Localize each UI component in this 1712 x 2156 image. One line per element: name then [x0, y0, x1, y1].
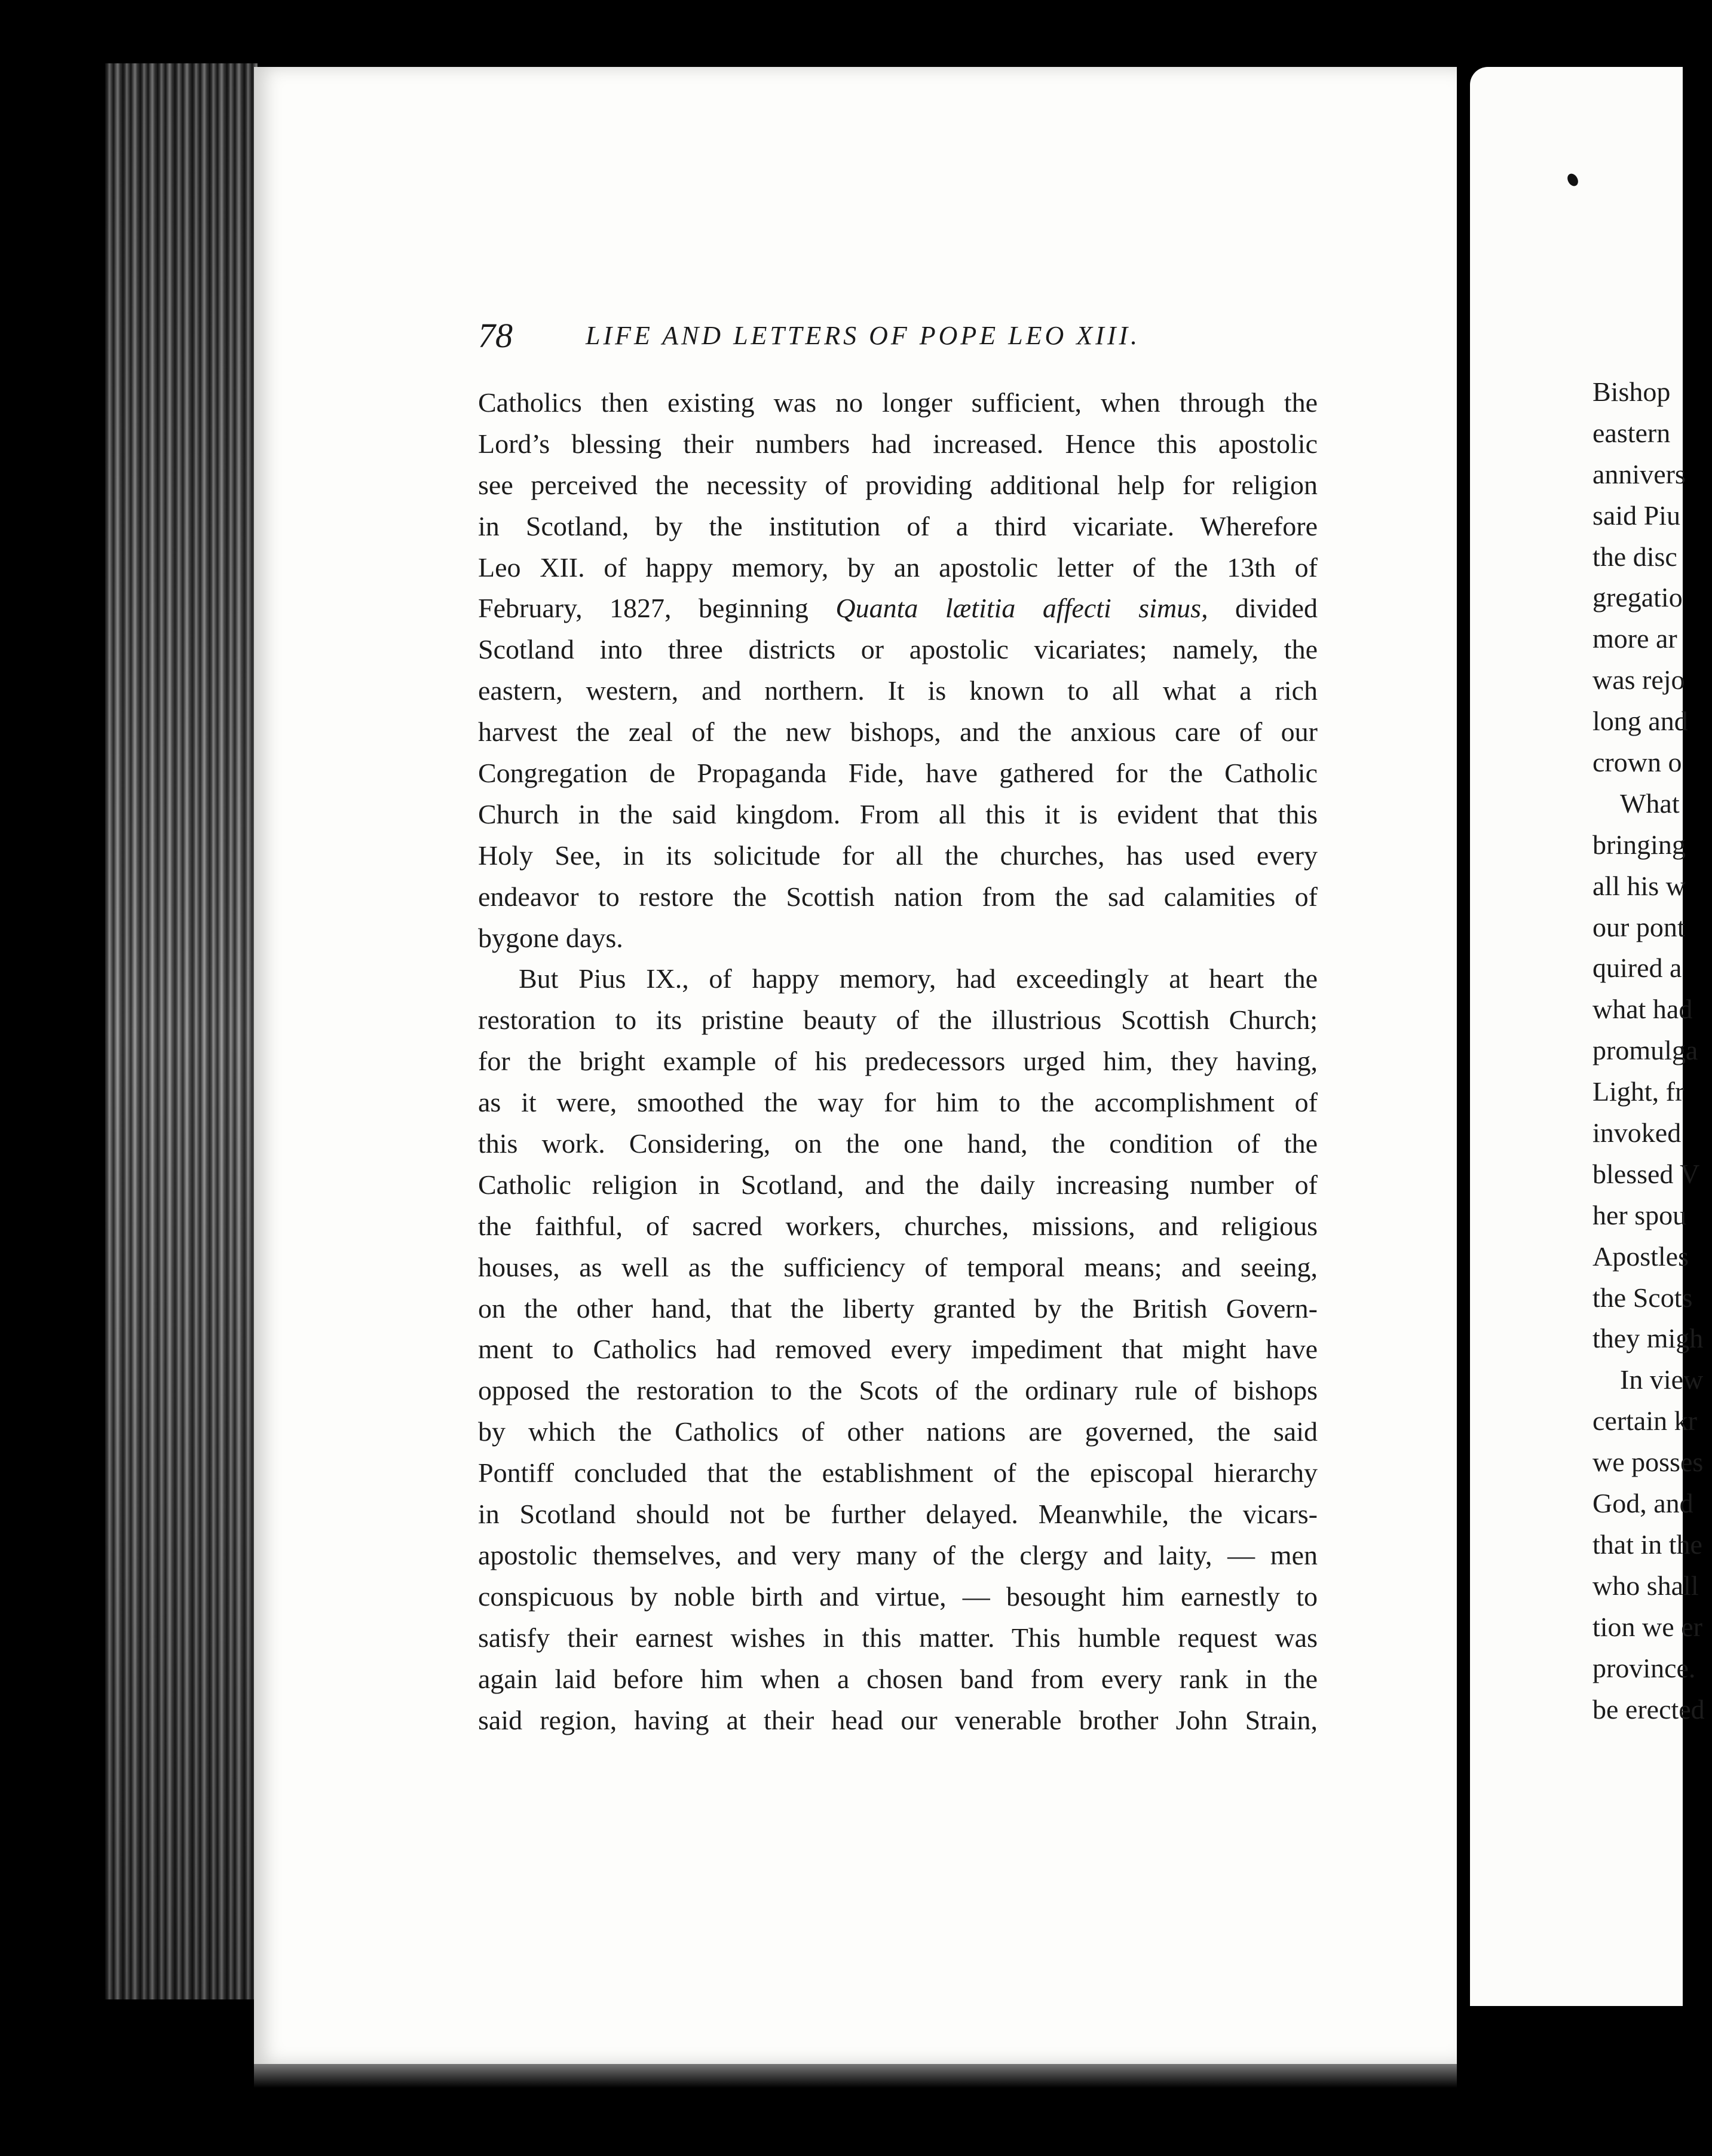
facing-text-line: bringing [1592, 829, 1686, 860]
text-line: the faithful, of sacred workers, churches, missions, and religious [478, 1210, 1318, 1241]
text-line: February, 1827, beginning Quanta lætitia affecti simus, divided [478, 593, 1318, 624]
page-bottom-shadow [254, 2064, 1457, 2088]
page-number: 78 [478, 316, 513, 355]
facing-text-line: the Scots [1592, 1282, 1693, 1313]
text-line: ment to Catholics had removed every impediment that might have [478, 1334, 1318, 1365]
text-line: Holy See, in its solicitude for all the churches, has used every [478, 840, 1318, 871]
text-line: restoration to its pristine beauty of the illustrious Scottish Church; [478, 1004, 1318, 1036]
facing-text-line: tion we er [1592, 1611, 1702, 1642]
text-line: opposed the restoration to the Scots of the ordinary rule of bishops [478, 1375, 1318, 1406]
facing-text-line: God, and [1592, 1488, 1693, 1519]
facing-text-line: be erected [1592, 1693, 1705, 1725]
facing-text-line: more ar [1592, 623, 1677, 654]
text-line: as it were, smoothed the way for him to the accomplishment of [478, 1087, 1318, 1118]
running-title: LIFE AND LETTERS OF POPE LEO XIII. [586, 321, 1141, 350]
facing-text-line: Light, fr [1592, 1076, 1685, 1107]
text-line: said region, having at their head our venerable brother John Strain, [478, 1704, 1318, 1735]
facing-text-line: crown o [1592, 747, 1682, 778]
facing-text-line: what had [1592, 994, 1693, 1025]
text-line: Leo XII. of happy memory, by an apostolic letter of the 13th of [478, 552, 1318, 583]
facing-text-line: Bishop [1592, 376, 1671, 407]
facing-text-line: all his w [1592, 870, 1686, 901]
facing-text-line: was rejo [1592, 664, 1685, 696]
facing-text-line: promulga [1592, 1035, 1698, 1066]
facing-text-line: annivers [1592, 458, 1686, 489]
book-page-edges [105, 63, 258, 1999]
facing-text-line: long and [1592, 706, 1688, 737]
text-line: endeavor to restore the Scottish nation from the sad calamities of [478, 881, 1318, 912]
text-line: for the bright example of his predecessors urged him, they having, [478, 1046, 1318, 1077]
text-line: again laid before him when a chosen band from every rank in the [478, 1663, 1318, 1694]
text-line: But Pius IX., of happy memory, had exceedingly at heart the [519, 963, 1318, 994]
text-line: houses, as well as the sufficiency of temporal means; and seeing, [478, 1251, 1318, 1282]
text-line: conspicuous by noble birth and virtue, — besought him earnestly to [478, 1581, 1318, 1612]
facing-text-line: our pont [1592, 911, 1685, 942]
facing-text-line: certain kr [1592, 1405, 1697, 1437]
body-text [478, 382, 1318, 1741]
text-line: Congregation de Propaganda Fide, have gathered for the Catholic [478, 758, 1318, 789]
text-line: apostolic themselves, and very many of the clergy and laity, — men [478, 1539, 1318, 1570]
facing-text-line: quired a [1592, 953, 1682, 984]
facing-text-line: gregatio [1592, 582, 1683, 613]
facing-text-line: they migh [1592, 1323, 1704, 1354]
facing-text-line: In view [1620, 1364, 1704, 1395]
text-line: Catholic religion in Scotland, and the daily increasing number of [478, 1169, 1318, 1200]
facing-text-line: eastern [1592, 417, 1671, 448]
latin-title: Quanta lætitia affecti simus, [835, 593, 1208, 624]
facing-text-line: we posses [1592, 1447, 1704, 1478]
facing-text-line: Apostles [1592, 1241, 1689, 1272]
facing-text-line: who shall [1592, 1570, 1699, 1601]
text-line: Lord’s blessing their numbers had increased. Hence this apostolic [478, 428, 1318, 459]
text-line: on the other hand, that the liberty granted by the British Govern- [478, 1293, 1318, 1324]
text-line: see perceived the necessity of providing additional help for religion [478, 469, 1318, 500]
facing-page-text [1592, 372, 1712, 1730]
text-line: bygone days. [478, 922, 623, 953]
facing-text-line: invoked [1592, 1117, 1682, 1149]
text-line: Pontiff concluded that the establishment of the episcopal hierarchy [478, 1457, 1318, 1489]
text-line: in Scotland should not be further delayed. Meanwhile, the vicars- [478, 1499, 1318, 1530]
facing-text-line: What [1620, 788, 1680, 819]
text-line: Scotland into three districts or apostolic vicariates; namely, the [478, 634, 1318, 665]
facing-text-line: said Piu [1592, 500, 1680, 531]
facing-text-line: her spou [1592, 1199, 1687, 1230]
text-line: this work. Considering, on the one hand, the condition of the [478, 1128, 1318, 1159]
text-line: by which the Catholics of other nations are governed, the said [478, 1416, 1318, 1447]
text-line: eastern, western, and northern. It is known to all what a rich [478, 675, 1318, 706]
text-line: Church in the said kingdom. From all this it is evident that this [478, 798, 1318, 829]
facing-text-line: province. [1592, 1652, 1696, 1683]
facing-text-line: blessed V [1592, 1158, 1700, 1189]
text-line: harvest the zeal of the new bishops, and the anxious care of our [478, 716, 1318, 748]
text-line: in Scotland, by the institution of a third vicariate. Wherefore [478, 510, 1318, 541]
page-header [478, 316, 1195, 363]
text-line: Catholics then existing was no longer sufficient, when through the [478, 387, 1318, 418]
facing-text-line: that in the [1592, 1529, 1702, 1560]
facing-text-line: the disc [1592, 541, 1677, 572]
text-line: satisfy their earnest wishes in this matter. This humble request was [478, 1622, 1318, 1653]
